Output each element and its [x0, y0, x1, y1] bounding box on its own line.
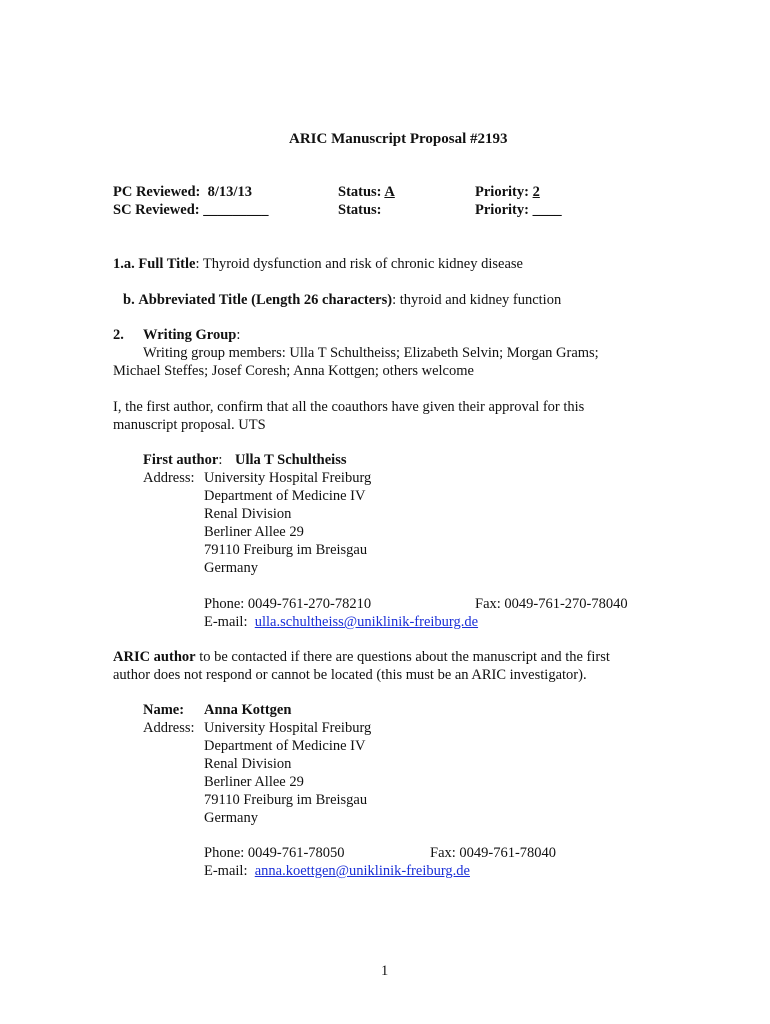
aric-author-email-label: E-mail: — [204, 863, 248, 879]
pc-reviewed — [113, 183, 252, 201]
aric-author-name-label: Name: — [143, 702, 185, 718]
full-title-line — [113, 255, 523, 273]
aric-author-phone: Phone: 0049-761-78050 — [204, 845, 345, 861]
first-author-email-label: E-mail: — [204, 614, 248, 630]
aric-author-label: ARIC author — [113, 649, 196, 665]
writing-group-line1: Writing group members: Ulla T Schultheiss; Elizabeth Selvin; Morgan Grams; — [143, 345, 599, 361]
priority2-label: Priority: — [475, 202, 529, 218]
aric-author-text1: to be contacted if there are questions about the manuscript and the first — [195, 649, 610, 665]
first-author-name: Ulla T Schultheiss — [235, 452, 347, 468]
first-author-address-3: Renal Division — [204, 506, 292, 522]
abbrev-title-text: : thyroid and kidney function — [392, 292, 562, 308]
first-author-heading — [143, 451, 222, 469]
first-author-colon: : — [218, 452, 223, 468]
aric-author-address-label: Address: — [143, 720, 195, 736]
aric-author-address-5: 79110 Freiburg im Breisgau — [204, 792, 368, 808]
confirm-line2: manuscript proposal. UTS — [113, 417, 266, 433]
aric-author-address-1: University Hospital Freiburg — [204, 720, 372, 736]
aric-author-email-link[interactable]: anna.koettgen@uniklinik-freiburg.de — [254, 863, 470, 879]
first-author-email-link[interactable]: ulla.schultheiss@uniklinik-freiburg.de — [254, 614, 479, 630]
sc-reviewed-value: _________ — [203, 202, 269, 218]
aric-author-fax: Fax: 0049-761-78040 — [430, 845, 557, 861]
first-author-address-1: University Hospital Freiburg — [204, 470, 372, 486]
first-author-address-label: Address: — [143, 470, 195, 486]
confirm-line1: I, the first author, confirm that all the coauthors have given their approval for this — [113, 399, 585, 415]
status-value: A — [384, 184, 395, 200]
writing-group-colon: : — [236, 327, 241, 343]
status-pc — [338, 183, 395, 201]
sc-reviewed-label: SC Reviewed: — [113, 202, 200, 218]
priority-pc — [475, 183, 540, 201]
full-title-num: 1.a. — [113, 256, 135, 272]
aric-author-address-6: Germany — [204, 810, 258, 826]
aric-author-address-3: Renal Division — [204, 756, 292, 772]
first-author-label: First author — [143, 452, 219, 468]
pc-reviewed-label: PC Reviewed: — [113, 184, 201, 200]
pc-reviewed-value: 8/13/13 — [207, 184, 252, 200]
first-author-address-4: Berliner Allee 29 — [204, 524, 304, 540]
first-author-fax: Fax: 0049-761-270-78040 — [475, 596, 628, 612]
status-label: Status: — [338, 184, 382, 200]
first-author-phone: Phone: 0049-761-270-78210 — [204, 596, 372, 612]
writing-group-line2: Michael Steffes; Josef Coresh; Anna Kottgen; others welcome — [113, 363, 474, 379]
writing-group-heading — [143, 326, 240, 344]
priority-value: 2 — [532, 184, 540, 200]
first-author-address-6: Germany — [204, 560, 258, 576]
sc-reviewed — [113, 201, 268, 219]
first-author-email-line — [204, 613, 478, 631]
writing-group-num: 2. — [113, 327, 124, 343]
writing-group-label: Writing Group — [143, 327, 237, 343]
aric-author-line1 — [113, 648, 610, 666]
aric-author-email-line — [204, 862, 470, 880]
first-author-address-2: Department of Medicine IV — [204, 488, 366, 504]
full-title-text: : Thyroid dysfunction and risk of chronic kidney disease — [195, 256, 523, 272]
priority2-value: ____ — [532, 202, 562, 218]
first-author-address-5: 79110 Freiburg im Breisgau — [204, 542, 368, 558]
page-number: 1 — [381, 963, 389, 979]
priority-label: Priority: — [475, 184, 529, 200]
aric-author-address-2: Department of Medicine IV — [204, 738, 366, 754]
aric-author-address-4: Berliner Allee 29 — [204, 774, 304, 790]
aric-author-line2: author does not respond or cannot be located (this must be an ARIC investigator). — [113, 667, 587, 683]
abbrev-title-line — [123, 291, 561, 309]
priority-sc — [475, 201, 562, 219]
aric-author-name: Anna Kottgen — [204, 702, 292, 718]
page-title: ARIC Manuscript Proposal #2193 — [289, 131, 508, 147]
status-sc: Status: — [338, 202, 382, 218]
full-title-label: Full Title — [138, 256, 196, 272]
abbrev-title-label: Abbreviated Title (Length 26 characters) — [138, 292, 393, 308]
abbrev-title-num: b. — [123, 292, 135, 308]
